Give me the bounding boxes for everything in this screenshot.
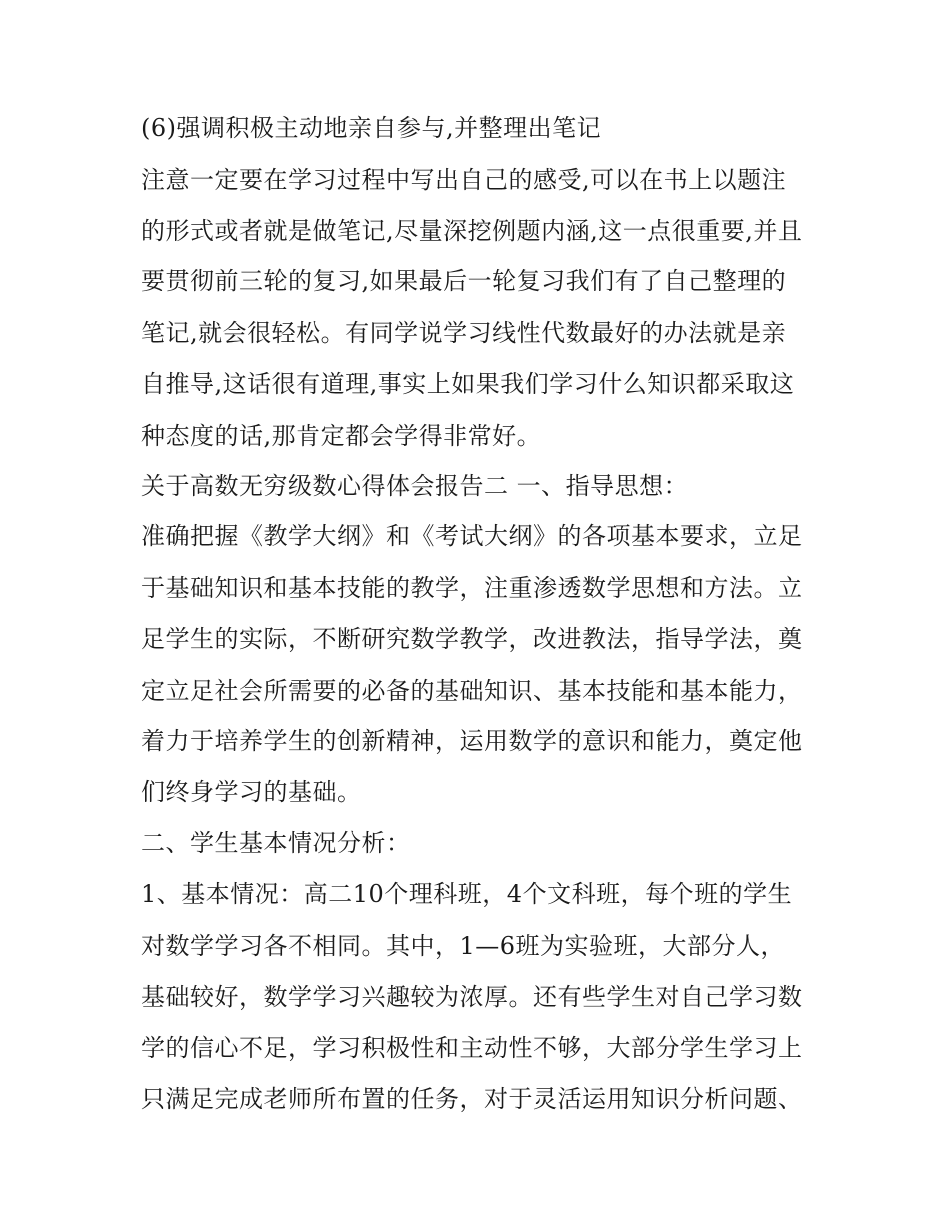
text-line: 基础较好，数学学习兴趣较为浓厚。还有些学生对自己学习数: [141, 983, 803, 1011]
text-line: 的形式或者就是做笔记,尽量深挖例题内涵,这一点很重要,并且: [141, 217, 803, 245]
text-line: 们终身学习的基础。: [141, 778, 362, 806]
text-line: 对数学学习各不相同。其中，1—6班为实验班，大部分人，: [141, 932, 786, 960]
text-line: 自推导,这话很有道理,事实上如果我们学习什么知识都采取这: [141, 370, 795, 398]
text-line: 注意一定要在学习过程中写出自己的感受,可以在书上以题注: [141, 166, 787, 194]
text-line: 学的信心不足，学习积极性和主动性不够，大部分学生学习上: [141, 1034, 803, 1062]
text-line: 要贯彻前三轮的复习,如果最后一轮复习我们有了自己整理的: [141, 267, 787, 295]
text-line: 种态度的话,那肯定都会学得非常好。: [141, 422, 542, 450]
text-line: 定立足社会所需要的必备的基础知识、基本技能和基本能力，: [141, 677, 803, 705]
text-line: 1、基本情况：高二10个理科班，4个文科班，每个班的学生: [141, 880, 793, 908]
text-line: 准确把握《教学大纲》和《考试大纲》的各项基本要求，立足: [141, 522, 803, 550]
text-line: 着力于培养学生的创新精神，运用数学的意识和能力，奠定他: [141, 727, 803, 755]
text-line: 于基础知识和基本技能的教学，注重渗透数学思想和方法。立: [141, 574, 803, 602]
section-heading: 二、学生基本情况分析：: [141, 829, 411, 857]
text-line: 足学生的实际，不断研究数学教学，改进教法，指导学法，奠: [141, 625, 803, 653]
text-line: 只满足完成老师所布置的任务，对于灵活运用知识分析问题、: [141, 1085, 803, 1113]
text-line: (6)强调积极主动地亲自参与,并整理出笔记: [141, 114, 602, 142]
text-line: 笔记,就会很轻松。有同学说学习线性代数最好的办法就是亲: [141, 319, 787, 347]
section-heading: 关于高数无穷级数心得体会报告二 一、指导思想：: [141, 472, 689, 500]
